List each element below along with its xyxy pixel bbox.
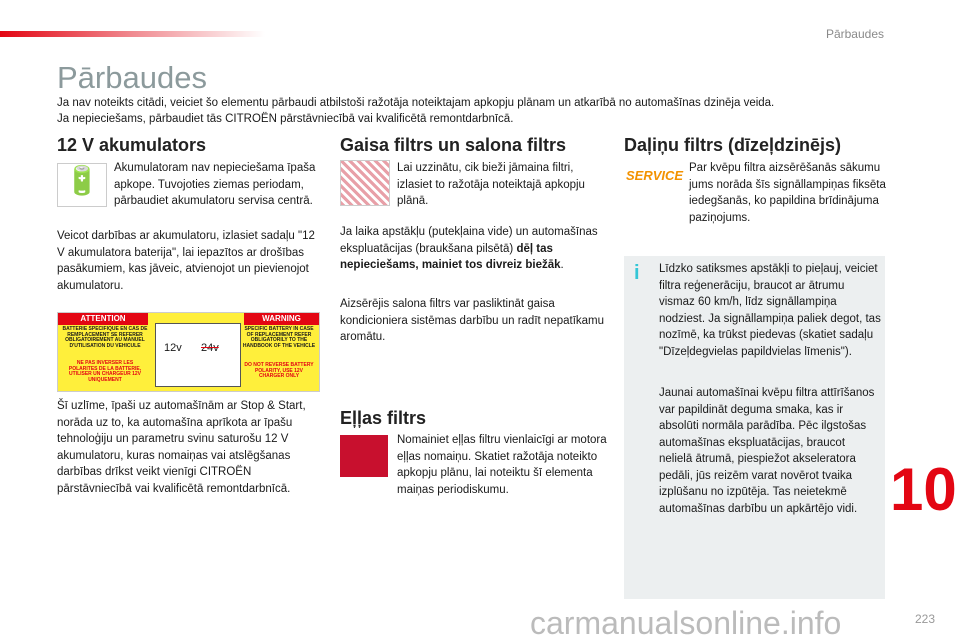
label-fr1: BATTERIE SPECIFIQUE EN CAS DE REMPLACEMENT SE REFERER OBLIGATOIREMENT AU MANUEL D'UTILISATION DU VEHICULE [62, 326, 148, 349]
intro-line: Ja nepieciešams, pārbaudiet tās CITROËN pārstāvniecībā vai kvalificētā remontdarbnīcā. [57, 113, 514, 125]
label-en1: SPECIFIC BATTERY IN CASE OF REPLACEMENT REFER OBLIGATORILY TO THE HANDBOOK OF THE VEHICLE [242, 326, 316, 349]
intro [57, 95, 774, 127]
battery-warning-label [57, 312, 320, 392]
air-p2b: dēļ tas nepieciešams, mainiet tos divreiz biežāk [340, 242, 561, 271]
service-warning-icon: SERVICE [626, 168, 684, 183]
air-heading: Gaisa filtrs un salona filtrs [340, 135, 567, 155]
oil-p1: Nomainiet eļļas filtru vienlaicīgi ar motora eļļas nomaiņu. Skatiet ražotāja noteikto apkopju plānu, lai noteiktu šī elementa maiņas periodiskumu. [397, 434, 607, 496]
section-header: Pārbaudes [825, 27, 884, 41]
watermark: carmanualsonline.info [530, 605, 842, 640]
label-24v: 24v [201, 342, 219, 354]
battery-p3: Šī uzlīme, īpaši uz automašīnām ar Stop & Start, norāda uz to, ka automašīna aprīkota ar īpašu tehnoloģiju un parametru svinu saturošu 12 V akumulatoru, kuras nomaiņas vai atslēgšanas darbības drīkst veikt vienīgi CITROËN pārstāvniecībā vai kvalificētā remontdarbnīcā. [57, 400, 306, 495]
air-filter-icon [340, 160, 390, 206]
chapter-number: 10 [890, 456, 957, 523]
intro-line: Ja nav noteikts citādi, veiciet šo elementu pārbaudi atbilstoši ražotāja noteiktajam apkopju plānam un atkarībā no automašīnas dzinēja veida. [57, 97, 775, 109]
label-warning: WARNING [244, 313, 319, 325]
page-title: Pārbaudes [57, 60, 207, 95]
battery-p2: Veicot darbības ar akumulatoru, izlasiet sadaļu "12 V akumulatora baterija", lai iepazītos ar drošības pasākumiem, kas jāveic, atvienojot un pievienojot akumulatoru. [57, 230, 315, 292]
air-p2c: . [560, 259, 564, 271]
particle-heading: Daļiņu filtrs (dīzeļdzinējs) [624, 135, 842, 155]
battery-heading: 12 V akumulators [57, 135, 207, 155]
air-p1: Lai uzzinātu, cik bieži jāmaina filtri, izlasiet to ražotāja noteiktajā apkopju plānā. [397, 162, 585, 207]
battery-icon: 🔋 [57, 163, 107, 207]
battery-p1: Akumulatoram nav nepieciešama īpaša apkope. Tuvojoties ziemas periodam, pārbaudiet akumulatoru servisa centrā. [114, 162, 316, 207]
note-1: Līdzko satiksmes apstākļi to pieļauj, veiciet filtra reģenerāciju, braucot ar ātrumu vismaz 60 km/h, līdz signāllampiņa nodziest. Ja signāllampiņa paliek degot, tas nozīmē, ka trūkst piedevas (skatiet sadaļu "Dīzeļdegvielas papildvielas līmenis"). [659, 263, 881, 358]
note-2: Jaunai automašīnai kvēpu filtra attīrīšanos var papildināt deguma smaka, kas ir absolūti normāla parādība. Pēc ilgstošas automašīnas ekspluatācijas, braucot nelielā ātrumā, piespiežot akseleratora pedāli, jūs reizēm varat novērot tvaika izplūšanu no izpūtēja. Tas neietekmē automašīnas darbību un apkārtējo vidi. [659, 387, 875, 515]
page-number: 223 [915, 612, 936, 626]
air-p3: Aizsērējis salona filtrs var pasliktināt gaisa kondicioniera sistēmas darbību un radīt nepatīkamu aromātu. [340, 298, 605, 343]
label-12v: 12v [164, 342, 182, 354]
label-fr2: NE PAS INVERSER LES POLARITES DE LA BATTERIE, UTILISER UN CHARGEUR 12V UNIQUEMENT [68, 360, 142, 383]
label-en2: DO NOT REVERSE BATTERY POLARITY, USE 12V CHARGER ONLY [244, 362, 314, 379]
oil-filter-icon [340, 435, 388, 477]
particle-p1: Par kvēpu filtra aizsērēšanās sākumu jums norāda šīs signāllampiņas fiksēta iedegšanās, ko papildina brīdinājuma paziņojums. [689, 162, 886, 224]
air-p2a: Ja laika apstākļu (putekļaina vide) un automašīnas ekspluatācijas (braukšana pilsētā) [340, 226, 598, 255]
header-bar [0, 31, 265, 37]
air-p2 [340, 224, 610, 274]
oil-heading: Eļļas filtrs [340, 408, 427, 428]
info-icon: i [634, 262, 640, 284]
label-attention: ATTENTION [58, 313, 148, 325]
label-center [155, 323, 241, 387]
